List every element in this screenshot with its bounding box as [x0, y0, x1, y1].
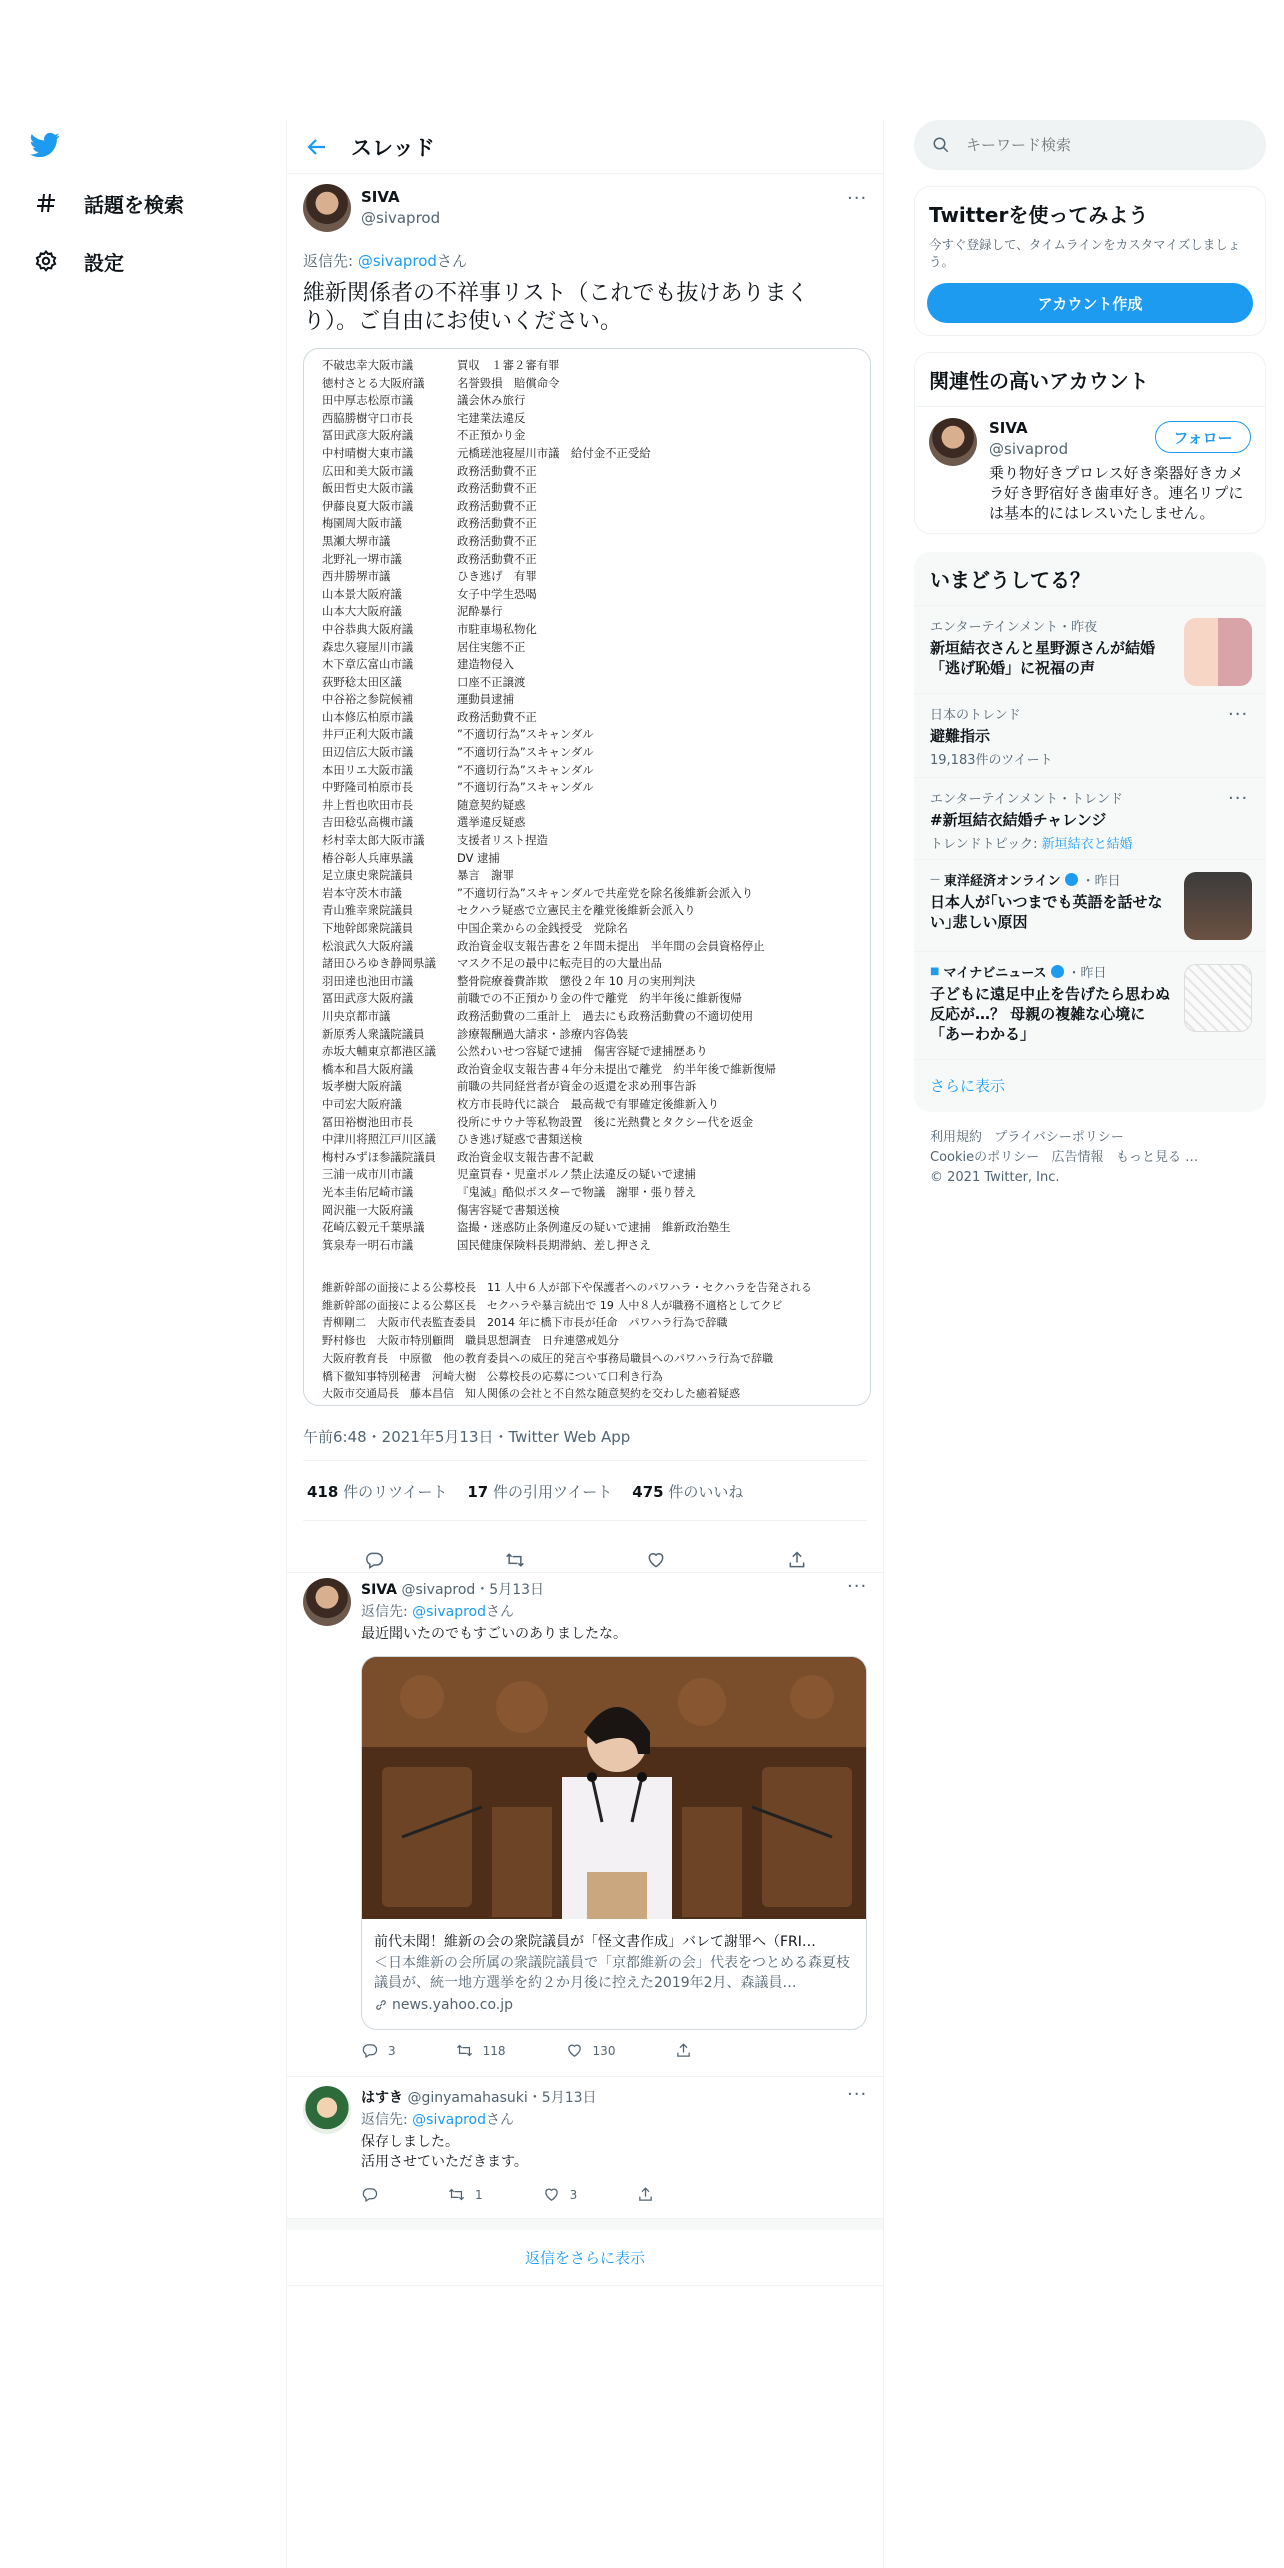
- list-row: [322, 586, 776, 604]
- list-tail-line: 青柳剛二 大阪市代表監査委員 2014 年に橋下市長が任命 パワハラ行為で辞職: [322, 1316, 728, 1330]
- list-row-name: 中谷恭典大阪府議: [322, 621, 414, 636]
- link-card-domain: news.yahoo.co.jp: [374, 1997, 513, 2013]
- list-row-issue: ”不適切行為”スキャンダルで共産党を除名後維新会派入り: [457, 885, 754, 900]
- list-row-name: 椿谷彰人兵庫県議: [322, 850, 414, 865]
- more-icon[interactable]: ···: [847, 1576, 868, 1597]
- list-row-issue: 暴言 謝罪: [457, 868, 514, 883]
- signup-title: Twitterを使ってみよう: [929, 203, 1149, 227]
- list-row-name: 青山雅幸衆院議員: [322, 903, 414, 918]
- trend-thumbnail: [1184, 872, 1252, 940]
- footer-terms[interactable]: 利用規約: [930, 1130, 983, 1145]
- reply-icon[interactable]: [364, 1550, 384, 1570]
- list-row-issue: 政務活動費不正: [457, 533, 537, 548]
- retweet-button[interactable]: 118: [456, 2042, 506, 2059]
- list-row-issue: 国民健康保険料長期滞納、差し押さえ: [457, 1237, 651, 1252]
- list-row: [322, 392, 776, 410]
- reply-button[interactable]: 3: [361, 2042, 396, 2059]
- list-row-name: 山本景大阪府議: [322, 586, 402, 601]
- divider: [303, 1520, 867, 1521]
- list-row: [322, 691, 776, 709]
- list-row-issue: ”不適切行為”スキャンダル: [457, 727, 594, 742]
- page-title: スレッド: [351, 135, 435, 160]
- list-row: [322, 744, 776, 762]
- reply-date[interactable]: ・5月13日: [475, 1582, 545, 1598]
- list-row-issue: 児童買春・児童ポルノ禁止法違反の疑いで逮捕: [457, 1167, 696, 1182]
- avatar[interactable]: [303, 2086, 351, 2134]
- list-row-name: 冨田裕樹池田市長: [322, 1114, 414, 1129]
- list-row-issue: 運動員逮捕: [457, 692, 514, 707]
- list-row-name: 赤坂大輔東京都港区議: [322, 1044, 436, 1059]
- list-row: [322, 375, 776, 393]
- retweet-icon: [448, 2186, 465, 2203]
- list-row-issue: 政務活動費の二重計上 過去にも政務活動費の不適切使用: [457, 1008, 754, 1023]
- list-tail-line: 維新幹部の面接による公募区長 セクハラや暴言続出で 19 人中８人が職務不適格としてクビ: [322, 1298, 783, 1312]
- avatar[interactable]: [303, 1578, 351, 1626]
- list-row-issue: ”不適切行為”スキャンダル: [457, 745, 594, 760]
- list-row: [322, 674, 776, 692]
- trend-item[interactable]: エンターテインメント・昨夜 新垣結衣さんと星野源さんが結婚 「逃げ恥婚」に祝福の声: [914, 605, 1266, 693]
- list-row-issue: DV 逮捕: [457, 850, 500, 865]
- divider: [287, 2218, 883, 2230]
- footer-more[interactable]: もっと見る …: [1115, 1150, 1199, 1165]
- nav-explore-label: 話題を検索: [84, 192, 184, 217]
- list-row-name: 西脇勝樹守口市長: [322, 410, 414, 425]
- retweet-stat[interactable]: 418 件のリツイート: [307, 1483, 448, 1501]
- list-row-name: 伊藤良夏大阪市議: [322, 498, 414, 513]
- relevant-accounts-card: [914, 352, 1266, 534]
- list-row-issue: 口座不正譲渡: [457, 674, 526, 689]
- list-row: [322, 357, 776, 375]
- list-row: [322, 938, 776, 956]
- relevant-handle[interactable]: @sivaprod: [989, 440, 1069, 458]
- reply-icon: [361, 2042, 378, 2059]
- list-row-issue: 随意契約疑惑: [457, 797, 526, 812]
- list-row-name: 諸田ひろゆき静岡県議: [322, 956, 436, 971]
- tweet-image[interactable]: [303, 348, 871, 1406]
- like-button[interactable]: 130: [566, 2042, 616, 2059]
- more-icon[interactable]: ···: [847, 2084, 868, 2105]
- list-row: [322, 1043, 776, 1061]
- like-icon[interactable]: [646, 1550, 666, 1570]
- list-row: [322, 1096, 776, 1114]
- reply-to-link[interactable]: @sivaprod: [412, 1604, 487, 1620]
- list-row: [322, 1078, 776, 1096]
- list-row-issue: 盗撮・迷惑防止条例違反の疑いで逮捕 維新政治塾生: [457, 1220, 731, 1235]
- list-row-name: 光本圭佑尼崎市議: [322, 1184, 414, 1199]
- list-row-name: 井戸正利大阪市議: [322, 727, 414, 742]
- tweet-author-handle[interactable]: @sivaprod: [361, 209, 441, 227]
- retweet-icon: [456, 2042, 473, 2059]
- scandal-list: [322, 357, 776, 1254]
- list-row: [322, 990, 776, 1008]
- list-row-name: 新原秀人衆議院議員: [322, 1026, 425, 1041]
- list-row: [322, 1061, 776, 1079]
- list-row: [322, 832, 776, 850]
- list-row-name: 田辺信広大阪市議: [322, 745, 414, 760]
- list-row-name: 黒瀬大堺市議: [322, 533, 391, 548]
- list-row-name: 足立康史衆院議員: [322, 868, 414, 883]
- list-row-issue: 政治資金収支報告書を２年間未提出 半年間の会員資格停止: [457, 938, 765, 953]
- list-row: [322, 498, 776, 516]
- reply-author-name[interactable]: SIVA: [361, 1582, 398, 1598]
- reply-header: [361, 2087, 597, 2107]
- list-row-name: 徳村さとる大阪府議: [322, 375, 425, 390]
- list-row-issue: 元橋瑳池寝屋川市議 給付金不正受給: [457, 445, 651, 460]
- list-row: [322, 797, 776, 815]
- list-row: [322, 515, 776, 533]
- gear-icon: [34, 249, 58, 273]
- list-row: [322, 867, 776, 885]
- list-row-name: 中津川将照江戸川区議: [322, 1132, 436, 1147]
- retweet-button[interactable]: 1: [448, 2186, 483, 2203]
- share-button[interactable]: [675, 2042, 692, 2059]
- list-row-issue: セクハラ疑惑で立憲民主を離党後維新会派入り: [457, 903, 696, 918]
- list-tail-line: 橋下徹知事特別秘書 河崎大樹 公募校長の応募について口利き行為: [322, 1369, 663, 1383]
- reply-to-link[interactable]: @sivaprod: [357, 252, 437, 270]
- list-row: [322, 621, 776, 639]
- list-row: [322, 902, 776, 920]
- list-row-name: 中村晴樹大東市議: [322, 445, 414, 460]
- list-row-issue: 政務活動費不正: [457, 709, 537, 724]
- list-row-issue: 政務活動費不正: [457, 551, 537, 566]
- list-row: [322, 955, 776, 973]
- list-row-name: 木下章広富山市議: [322, 657, 414, 672]
- list-row-issue: 『鬼滅』酷似ポスターで物議 謝罪・張り替え: [457, 1184, 697, 1199]
- list-row: [322, 427, 776, 445]
- verified-icon: [1065, 873, 1078, 886]
- avatar[interactable]: [929, 418, 977, 466]
- reply-to-line: 返信先: @sivaprodさん: [361, 2112, 515, 2128]
- list-row-name: 広田和美大阪市議: [322, 463, 414, 478]
- list-row-name: 井上哲也吹田市長: [322, 797, 414, 812]
- list-row-issue: 政務活動費不正: [457, 463, 537, 478]
- list-row-issue: 選挙違反疑惑: [457, 815, 526, 830]
- list-row-issue: 中国企業からの金銭授受 党除名: [457, 921, 628, 935]
- create-account-button[interactable]: アカウント作成: [927, 283, 1253, 323]
- list-row-name: 岡沢龍一大阪府議: [322, 1202, 414, 1217]
- list-tail-line: 大阪市交通局長 藤本昌信 知人関係の会社と不自然な随意契約を交わした癒着疑惑: [322, 1387, 740, 1401]
- trends-title: いまどうしてる？: [930, 568, 1090, 592]
- list-row: [322, 1008, 776, 1026]
- list-row-issue: 居住実態不正: [457, 639, 526, 654]
- list-row-name: 冨田武彦大阪府議: [322, 428, 414, 443]
- reply-icon: [361, 2186, 378, 2203]
- list-row: [322, 533, 776, 551]
- trend-item[interactable]: エンターテインメント・トレンド #新垣結衣結婚チャレンジ トレンドトピック: 新垣結衣と結婚 ···: [914, 777, 1266, 859]
- tweet-stats: [307, 1481, 743, 1502]
- list-row-name: 梅園周大阪市議: [322, 516, 402, 531]
- reply-actions: [361, 2042, 752, 2059]
- share-icon: [637, 2186, 654, 2203]
- nav-settings-label: 設定: [84, 250, 124, 275]
- list-row: [322, 639, 776, 657]
- more-icon[interactable]: ···: [1228, 788, 1249, 809]
- quote-stat[interactable]: 17 件の引用ツイート: [467, 1483, 613, 1501]
- list-row-name: 川央京都市議: [322, 1008, 391, 1023]
- avatar[interactable]: [303, 184, 351, 232]
- list-row-name: 坂孝樹大阪府議: [322, 1079, 402, 1094]
- signup-desc: 今すぐ登録して、タイムラインをカスタマイズしましょう。: [929, 237, 1241, 269]
- list-row: [322, 973, 776, 991]
- list-row: [322, 656, 776, 674]
- reply-to-line: 返信先: @sivaprodさん: [303, 252, 467, 270]
- search-input[interactable]: [966, 136, 1246, 154]
- list-row-issue: 不正預かり金: [457, 428, 526, 443]
- list-row-issue: 傷害容疑で書類送検: [457, 1202, 560, 1217]
- reply-header: [361, 1579, 544, 1599]
- reply-button[interactable]: [361, 2186, 388, 2203]
- list-row-issue: 市駐車場私物化: [457, 621, 537, 636]
- trend-item[interactable]: ■ マイナビニュース ・昨日 子どもに遠足中止を告げたら思わぬ反応が…？ 母親の複雑な心境に「あーわかる」: [914, 951, 1266, 1059]
- search-box[interactable]: [914, 120, 1266, 170]
- list-row-issue: 政治資金収支報告書不記載: [457, 1149, 594, 1164]
- reply-date[interactable]: ・5月13日: [527, 2090, 597, 2106]
- list-row-name: 本田リエ大阪市議: [322, 762, 413, 777]
- tweet-timestamp[interactable]: 午前6:48・2021年5月13日・Twitter Web App: [303, 1428, 631, 1446]
- thread-header: [287, 120, 883, 174]
- list-row-issue: 政務活動費不正: [457, 498, 537, 513]
- list-row-issue: ”不適切行為”スキャンダル: [457, 762, 594, 777]
- list-row: [322, 568, 776, 586]
- list-row-name: 田中厚志松原市議: [322, 393, 414, 408]
- list-row-name: 中野隆司柏原市長: [322, 780, 414, 795]
- list-row-issue: 宅建業法違反: [457, 410, 526, 425]
- list-row-issue: 泥酔暴行: [457, 604, 503, 619]
- link-card-image: [362, 1657, 867, 1919]
- list-row-name: 箕泉寿一明石市議: [322, 1237, 414, 1252]
- copyright: © 2021 Twitter, Inc.: [930, 1170, 1060, 1185]
- list-row-name: 岩本守茨木市議: [322, 885, 402, 900]
- list-row-name: 羽田達也池田市議: [322, 973, 414, 988]
- link-card-title: 前代未聞！維新の会の衆院議員が「怪文書作成」バレて謝罪へ（FRI…: [374, 1934, 816, 1950]
- list-row-name: 冨田武彦大阪府議: [322, 991, 414, 1006]
- list-row: [322, 1149, 776, 1167]
- link-icon: [374, 1998, 388, 2012]
- list-row-name: 不破忠幸大阪市議: [322, 358, 414, 372]
- list-row-name: 北野礼一堺市議: [322, 551, 402, 566]
- list-tail-line: 維新幹部の面接による公募校長 11 人中６人が部下や保護者へのパワハラ・セクハラを告発される: [322, 1281, 812, 1294]
- more-icon[interactable]: ···: [847, 188, 868, 209]
- list-row: [322, 779, 776, 797]
- trend-thumbnail: [1184, 618, 1252, 686]
- list-row-issue: 女子中学生恐喝: [457, 586, 537, 601]
- share-icon: [675, 2042, 692, 2059]
- list-row-issue: 建造物侵入: [457, 657, 514, 672]
- list-row: [322, 480, 776, 498]
- list-row: [322, 709, 776, 727]
- main-column: [286, 120, 884, 2568]
- list-row: [322, 1131, 776, 1149]
- list-row: [322, 1184, 776, 1202]
- list-row: [322, 1202, 776, 1220]
- list-row-name: 山本修広柏原市議: [322, 709, 414, 724]
- signup-card: [914, 186, 1266, 336]
- trend-thumbnail: [1184, 964, 1252, 1032]
- reply-actions: [361, 2186, 714, 2203]
- tweet-author-name[interactable]: SIVA: [361, 188, 400, 206]
- list-row: [322, 551, 776, 569]
- like-button[interactable]: 3: [543, 2186, 578, 2203]
- relevant-name[interactable]: SIVA: [989, 419, 1028, 437]
- list-row-name: 下地幹郎衆院議員: [322, 921, 414, 935]
- list-row-issue: ひき逃げ 有罪: [457, 569, 537, 584]
- list-row-issue: 役所にサウナ等私物設置 後に光熱費とタクシー代を返金: [457, 1114, 754, 1129]
- list-row-name: 山本大大阪府議: [322, 604, 402, 619]
- list-row-issue: 政務活動費不正: [457, 481, 537, 496]
- more-icon[interactable]: ···: [1228, 704, 1249, 725]
- list-row: [322, 1237, 776, 1255]
- footer-cookie[interactable]: Cookieのポリシー: [930, 1150, 1040, 1165]
- list-row: [322, 920, 776, 938]
- relevant-bio: 乗り物好きプロレス好き楽器好きカメラ好き野宿好き歯車好き。連名リプには基本的にはレスいたしません。: [989, 464, 1244, 522]
- list-row-name: 荻野稔太田区議: [322, 674, 402, 689]
- list-row-name: 森忠久寝屋川市議: [322, 639, 414, 654]
- list-row-issue: 整骨院療養費詐欺 懲役２年 10 月の実刑判決: [457, 973, 696, 988]
- list-row-name: 飯田哲史大阪市議: [322, 481, 414, 496]
- show-more-trends[interactable]: さらに表示: [914, 1059, 1266, 1111]
- like-icon: [543, 2186, 560, 2203]
- list-row: [322, 1114, 776, 1132]
- list-row-issue: 買収 １審２審有罪: [457, 358, 560, 372]
- list-row-name: 吉田稔弘高槻市議: [322, 815, 414, 830]
- list-row-issue: 前職での不正預かり金の件で離党 約半年後に維新復帰: [457, 991, 742, 1006]
- share-icon[interactable]: [787, 1550, 807, 1570]
- list-row-name: 杉村幸太郎大阪市議: [322, 833, 425, 848]
- list-row: [322, 603, 776, 621]
- list-row-name: 中谷裕之参院候補: [322, 692, 414, 707]
- list-row: [322, 410, 776, 428]
- list-row-issue: 議会休み旅行: [457, 393, 526, 408]
- list-row-issue: ひき逃げ疑惑で書類送検: [457, 1132, 583, 1147]
- trend-item[interactable]: — 東洋経済オンライン ・昨日 日本人が｢いつまでも英語を話せない｣悲しい原因: [914, 859, 1266, 951]
- relevant-title: 関連性の高いアカウント: [915, 353, 1265, 407]
- list-row-name: 梅村みずほ参議院議員: [322, 1149, 436, 1164]
- share-button[interactable]: [637, 2186, 654, 2203]
- list-tail-line: 野村修也 大阪市特別顧問 職員思想調査 日弁連懲戒処分: [322, 1334, 619, 1348]
- back-arrow-icon[interactable]: [305, 135, 329, 159]
- list-row-issue: 前職の共同経営者が資金の返還を求め刑事告訴: [457, 1079, 697, 1094]
- divider: [303, 1460, 867, 1461]
- nav-settings[interactable]: [34, 241, 124, 281]
- reply-author-name[interactable]: はすき: [361, 2090, 403, 2106]
- list-row-name: 三浦一成市川市議: [322, 1167, 414, 1182]
- like-icon: [566, 2042, 583, 2059]
- list-row-issue: 支援者リスト捏造: [457, 833, 548, 848]
- scandal-list-tail: [322, 1279, 812, 1403]
- list-row-issue: 名誉毀損 賠償命令: [457, 375, 560, 390]
- follow-button[interactable]: フォロー: [1155, 421, 1251, 453]
- list-row-name: 橋本和昌大阪府議: [322, 1061, 414, 1076]
- list-tail-line: 大阪府教育長 中原徹 他の教育委員への威圧的発言や事務局職員へのパワハラ行為で辞職: [322, 1351, 773, 1365]
- link-card-desc: ＜日本維新の会所属の衆議院議員で「京都維新の会」代表をつとめる森夏枝議員が、統一地方選挙を約２か月後に控えた2019年2月、森議員…: [374, 1955, 850, 1991]
- list-row-name: 松浪武久大阪府議: [322, 938, 414, 953]
- list-row: [322, 1026, 776, 1044]
- list-row: [322, 726, 776, 744]
- reply-author-handle[interactable]: @sivaprod: [401, 1582, 476, 1598]
- list-row: [322, 814, 776, 832]
- divider: [287, 1572, 883, 1573]
- list-row: [322, 850, 776, 868]
- verified-icon: [1051, 965, 1064, 978]
- twitter-logo-icon[interactable]: [30, 130, 60, 160]
- list-row-name: 西井勝堺市議: [322, 569, 391, 584]
- list-row-issue: ”不適切行為”スキャンダル: [457, 780, 594, 795]
- retweet-icon[interactable]: [505, 1550, 525, 1570]
- reply-to-link[interactable]: @sivaprod: [412, 2112, 487, 2128]
- reply-author-handle[interactable]: @ginyamahasuki: [407, 2090, 528, 2106]
- list-row: [322, 762, 776, 780]
- list-row: [322, 1166, 776, 1184]
- search-icon: [932, 136, 950, 154]
- list-row: [322, 463, 776, 481]
- list-row: [322, 885, 776, 903]
- like-stat[interactable]: 475 件のいいね: [632, 1483, 744, 1501]
- list-row-issue: 公然わいせつ容疑で逮捕 傷害容疑で逮捕歴あり: [457, 1044, 708, 1059]
- list-row-issue: 政治資金収支報告書４年分未提出で離党 約半年後で維新復帰: [457, 1061, 776, 1076]
- list-row: [322, 445, 776, 463]
- nav-explore[interactable]: [34, 183, 184, 223]
- footer-privacy[interactable]: プライバシーポリシー: [994, 1130, 1124, 1145]
- hashtag-icon: [34, 191, 58, 215]
- list-row-issue: 診療報酬過大請求・診療内容偽装: [457, 1026, 628, 1041]
- footer-ads[interactable]: 広告情報: [1051, 1150, 1104, 1165]
- list-row: [322, 1219, 776, 1237]
- tweet-text: 維新関係者の不祥事リスト（これでも抜けありまくり）。ご自由にお使いください。: [303, 281, 809, 334]
- reply-text: 最近聞いたのでもすごいのありましたな。: [361, 1626, 627, 1642]
- divider: [287, 2076, 883, 2077]
- reply-text: 保存しました。 活用させていただきます。: [361, 2134, 528, 2170]
- list-row-issue: マスク不足の最中に転売目的の大量出品: [457, 956, 663, 971]
- trends-card: [914, 552, 1266, 1112]
- reply-to-line: 返信先: @sivaprodさん: [361, 1604, 515, 1620]
- list-row-name: 中司宏大阪府議: [322, 1096, 402, 1111]
- trend-item[interactable]: 日本のトレンド 避難指示 19,183件のツイート ···: [914, 693, 1266, 777]
- list-row-name: 花崎広毅元千葉県議: [322, 1220, 425, 1235]
- list-row-issue: 枚方市長時代に談合 最高裁で有罪確定後維新入り: [457, 1096, 719, 1111]
- list-row-issue: 政務活動費不正: [457, 516, 537, 531]
- footer: [930, 1128, 1260, 1188]
- show-more-replies-button[interactable]: 返信をさらに表示: [287, 2230, 883, 2286]
- link-card[interactable]: [361, 1656, 867, 2030]
